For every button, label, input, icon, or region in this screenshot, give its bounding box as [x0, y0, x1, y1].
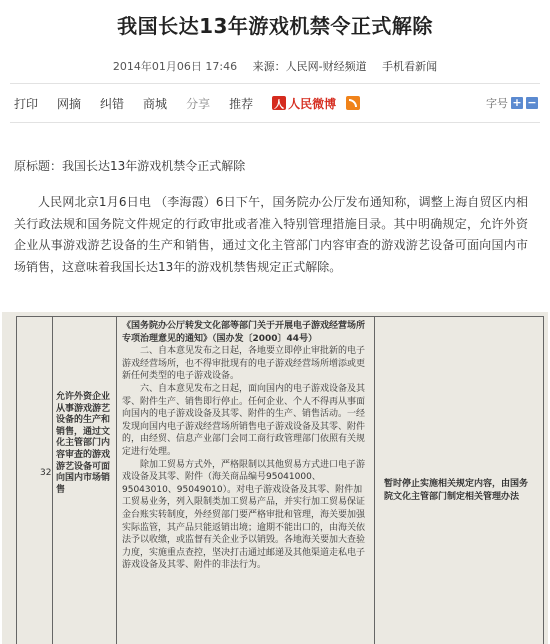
mall-link[interactable]: 商城	[143, 96, 168, 111]
article-title: 我国长达13年游戏机禁令正式解除	[117, 14, 433, 38]
font-increase-button[interactable]: +	[512, 96, 522, 109]
table-column-divider	[374, 316, 375, 644]
adjustment-cell: 暂时停止实施相关规定内容，由国务院文化主管部门制定相关管理办法	[384, 479, 529, 502]
article-paragraph: 人民网北京1月6日电 （李海霞）6日下午，国务院办公厅发布通知称，调整上海自贸区内相关行政法规和国务院文件规定的行政审批或者准入特别管理措施目录。其中明确规定，允许外资企业从事游戏游艺设备的生产和销售，通过文化主管部门内容审查的游戏游艺设备可面向国内市场销售，这意味着我国长达13年的游戏机禁售规定正式解除。	[14, 195, 528, 274]
divider	[10, 83, 540, 84]
weibo-label: 人民微博	[288, 96, 337, 111]
divider	[10, 122, 540, 123]
mobile-news-link[interactable]: 手机看新闻	[382, 60, 438, 73]
row-number: 32	[40, 468, 52, 478]
regulation-paragraph: 除加工贸易方式外，严格限制以其他贸易方式进口电子游戏设备及其零、附件（海关商品编号95041000、95043010、95049010）。对电子游戏设备及其零、附件加工贸易业务，列入限制类加工贸易产品，并实行加工贸易保证金台账实转制度，外经贸部门要严格审批和管理，海关要加强实际监管，其产品只能返销出境；逾期不能出口的，由海关依法予以收缴，或监督有关企业予以销毁。各地海关要加大查验力度，实施重点查控，坚决打击通过邮递及其他渠道走私电子游戏设备及其零、附件的非法行为。	[122, 459, 366, 571]
publish-date: 2014年01月06日 17:46	[112, 60, 238, 73]
font-size-label: 字号	[486, 97, 508, 110]
article-source[interactable]: 来源：人民网-财经频道	[252, 60, 367, 73]
document-image	[2, 312, 548, 644]
regulation-paragraph: 二、自本意见发布之日起，各地要立即停止审批新的电子游戏经营场所，也不得审批现有的电子游戏经营场所增添或更新任何类型的电子游戏设备。	[122, 346, 366, 382]
correction-button[interactable]: 纠错	[100, 96, 125, 111]
print-button[interactable]: 打印	[14, 96, 39, 111]
original-title: 原标题：我国长达13年游戏机禁令正式解除	[14, 159, 246, 173]
recommend-button[interactable]: 推荐	[229, 96, 254, 111]
article-meta	[0, 58, 550, 74]
table-column-divider	[116, 316, 117, 644]
article-toolbar	[14, 92, 538, 114]
share-button[interactable]: 分享	[186, 96, 211, 111]
regulation-cell	[122, 320, 368, 572]
weibo-share-button[interactable]	[272, 95, 336, 112]
weibo-icon: 人	[272, 96, 286, 110]
font-size-control	[486, 95, 538, 111]
table-column-divider	[52, 316, 53, 644]
regulation-paragraph: 六、自本意见发布之日起，面向国内的电子游戏设备及其零、附件生产、销售即行停止。任何企业、个人不得再从事面向国内的电子游戏设备及其零、附件的生产、销售活动。一经发现向国内电子游戏经营场所销售电子游戏设备及其零、附件的，由经贸、信息产业部门会同工商行政管理部门依照有关规定进行处理。	[122, 383, 366, 457]
regulation-title: 《国务院办公厅转发文化部等部门关于开展电子游戏经营场所专项治理意见的通知》（国办发〔2000〕44号）	[122, 321, 366, 344]
font-decrease-button[interactable]: −	[527, 96, 537, 109]
rss-icon[interactable]	[346, 96, 360, 110]
measure-cell: 允许外资企业从事游戏游艺设备的生产和销售，通过文化主管部门内容审查的游戏游艺设备可面向国内市场销售	[56, 392, 111, 495]
bookmark-button[interactable]: 网摘	[57, 96, 82, 111]
